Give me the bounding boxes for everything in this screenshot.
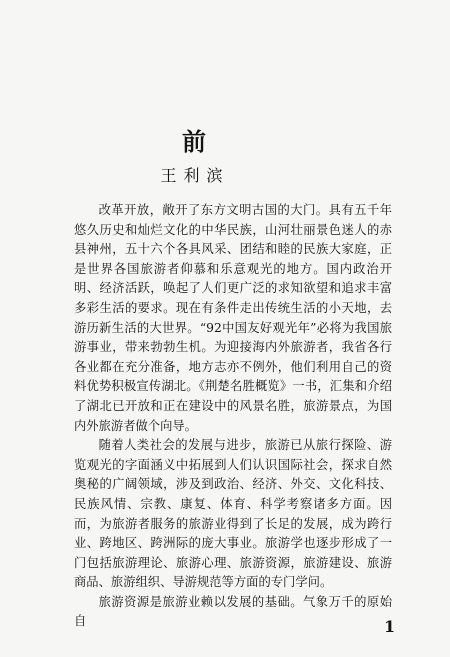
body-text bbox=[74, 201, 392, 632]
paragraph: 旅游资源是旅游业赖以发展的基础。气象万千的原始自 bbox=[74, 594, 392, 629]
paragraph: 改革开放，敞开了东方文明古国的大门。具有五千年悠久历史和灿烂文化的中华民族，山河壮丽景色迷人的赤县神州，五十六个各具风采、团结和睦的民族大家庭，正是世界各国旅游者仰慕和乐意观光的地方。国内政治开明、经济活跃，唤起了人们更广泛的求知欲望和追求丰富多彩生活的要求。现在有条件走出传统生活的小天地，去游历新生活的大世界。“92中国友好观光年”必将为我国旅游事业，带来勃勃生机。为迎接海内外旅游者，我省各行各业都在充分准备，地方志亦不例外，他们利用自己的资料优势积极宣传湖北。《荆楚名胜概览》一书，汇集和介绍了湖北已开放和正在建设中的风景名胜，旅游景点，为国内外旅游者做个向导。 bbox=[74, 203, 392, 433]
paragraph: 随着人类社会的发展与进步，旅游已从旅行探险、游览观光的字面涵义中拓展到人们认识国际社会，探求自然奥秘的广阔领域，涉及到政治、经济、外交、文化科技、民族风情、宗教、康复、体育、科学考察诸多方面。因而，为旅游者服务的旅游业得到了长足的发展，成为跨行业、跨地区、跨洲际的庞大事业。旅游学也逐步形成了一门包括旅游理论、旅游心理、旅游资源，旅游建设、旅游商品、旅游组织、导游规范等方面的专门学问。 bbox=[74, 438, 392, 590]
page-number: 1 bbox=[384, 617, 396, 636]
page-title: 前 bbox=[182, 127, 208, 156]
author-name: 王利滨 bbox=[160, 166, 230, 185]
